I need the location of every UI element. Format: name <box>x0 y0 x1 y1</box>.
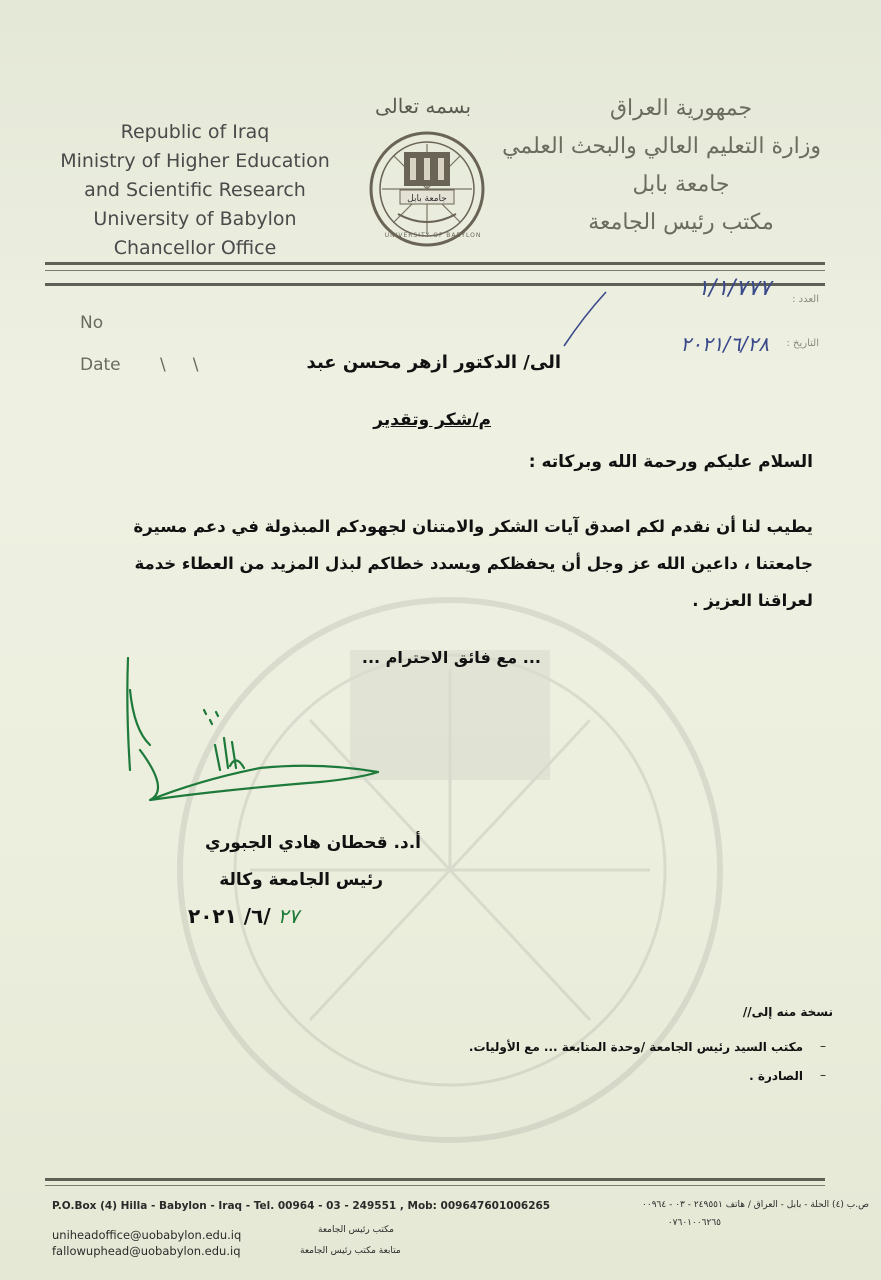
university-seal-logo <box>368 130 486 248</box>
basmala: بسمه تعالى <box>374 94 472 118</box>
footer-rule <box>45 1178 825 1181</box>
subject-line: م/شكر وتقدير <box>373 410 491 430</box>
no-label: No <box>80 313 104 333</box>
seal-label: جامعة بابل <box>407 194 447 204</box>
signer-name: أ.د. قحطان هادي الجبوري <box>205 833 421 853</box>
copy-to-item: مكتب السيد رئيس الجامعة /وحدة المتابعة ... مع الأوليات. <box>468 1040 803 1054</box>
header-rule <box>45 262 825 265</box>
letterhead-line: وزارة التعليم العالي والبحث العلمي <box>502 134 821 159</box>
footer-address: P.O.Box (4) Hilla - Babylon - Iraq - Tel. 00964 - 03 - 249551 , Mob: 009647601006265 <box>52 1200 551 1212</box>
letterhead-arabic <box>502 90 821 242</box>
date-slashes: \ \ <box>160 355 199 375</box>
copy-dash: – <box>820 1039 826 1053</box>
handwritten-date: ٢٠٢١/٦/٢٨ <box>680 332 769 356</box>
header-rule-thin <box>45 270 825 271</box>
seal-ring-text: UNIVERSITY OF BABYLON <box>384 232 482 239</box>
signer-title: رئيس الجامعة وكالة <box>219 870 383 890</box>
letterhead-line: Ministry of Higher Education <box>60 150 330 172</box>
date-label: Date <box>80 355 121 375</box>
signature-date-printed: /٦/ ٢٠٢١ <box>188 904 271 928</box>
letterhead-line: Republic of Iraq <box>120 121 270 143</box>
signature-date-handwritten: ٢٧ <box>277 904 300 928</box>
footer-rule-thin <box>45 1185 825 1186</box>
closing-line: ... مع فائق الاحترام ... <box>361 648 541 667</box>
copy-dash: – <box>820 1068 826 1082</box>
copy-to-label: نسخة منه إلى// <box>742 1005 833 1019</box>
letterhead-line: Chancellor Office <box>113 237 277 259</box>
letterhead-english <box>30 118 360 263</box>
date-label-ar: التاريخ : <box>786 338 819 349</box>
letterhead-line: University of Babylon <box>93 208 297 230</box>
email-unihead-link[interactable]: uniheadoffice@uobabylon.edu.iq <box>52 1228 242 1242</box>
letter-body: يطيب لنا أن نقدم لكم اصدق آيات الشكر والامتنان لجهودكم المبذولة في دعم مسيرة جامعتنا ، داعين الله عز وجل أن يحفظكم ويسدد خطاكم لبذل المزيد من العطاء خدمة لعراقنا العزيز . <box>133 517 813 610</box>
letterhead-line: جمهورية العراق <box>609 96 753 121</box>
greeting: السلام عليكم ورحمة الله وبركاته : <box>528 452 813 472</box>
email-followup-label: متابعة مكتب رئيس الجامعة <box>300 1246 401 1256</box>
letterhead-line: مكتب رئيس الجامعة <box>588 210 774 235</box>
copy-to-item: الصادرة . <box>749 1069 803 1083</box>
pen-stroke <box>560 290 610 350</box>
footer-address-ar: ص.ب (٤) الحلة - بابل - العراق / هاتف ٢٤٩٥٥١ - ٠٣ - ٠٠٩٦٤ <box>642 1200 869 1210</box>
signature-date <box>188 904 299 928</box>
letterhead-line: جامعة بابل <box>632 172 730 197</box>
email-followup-link[interactable]: fallowuphead@uobabylon.edu.iq <box>52 1244 241 1258</box>
handwritten-signature <box>120 650 390 820</box>
footer-mobile-ar: ٠٧٦٠١٠٠٦٢٦٥ <box>667 1218 721 1228</box>
email-unihead-label: مكتب رئيس الجامعة <box>318 1225 394 1235</box>
no-label-ar: العدد : <box>792 294 819 305</box>
letterhead-line: and Scientific Research <box>84 179 306 201</box>
handwritten-number: ١/١/٧٧٧ <box>697 276 771 301</box>
recipient-line: الى/ الدكتور ازهر محسن عبد <box>306 352 561 373</box>
